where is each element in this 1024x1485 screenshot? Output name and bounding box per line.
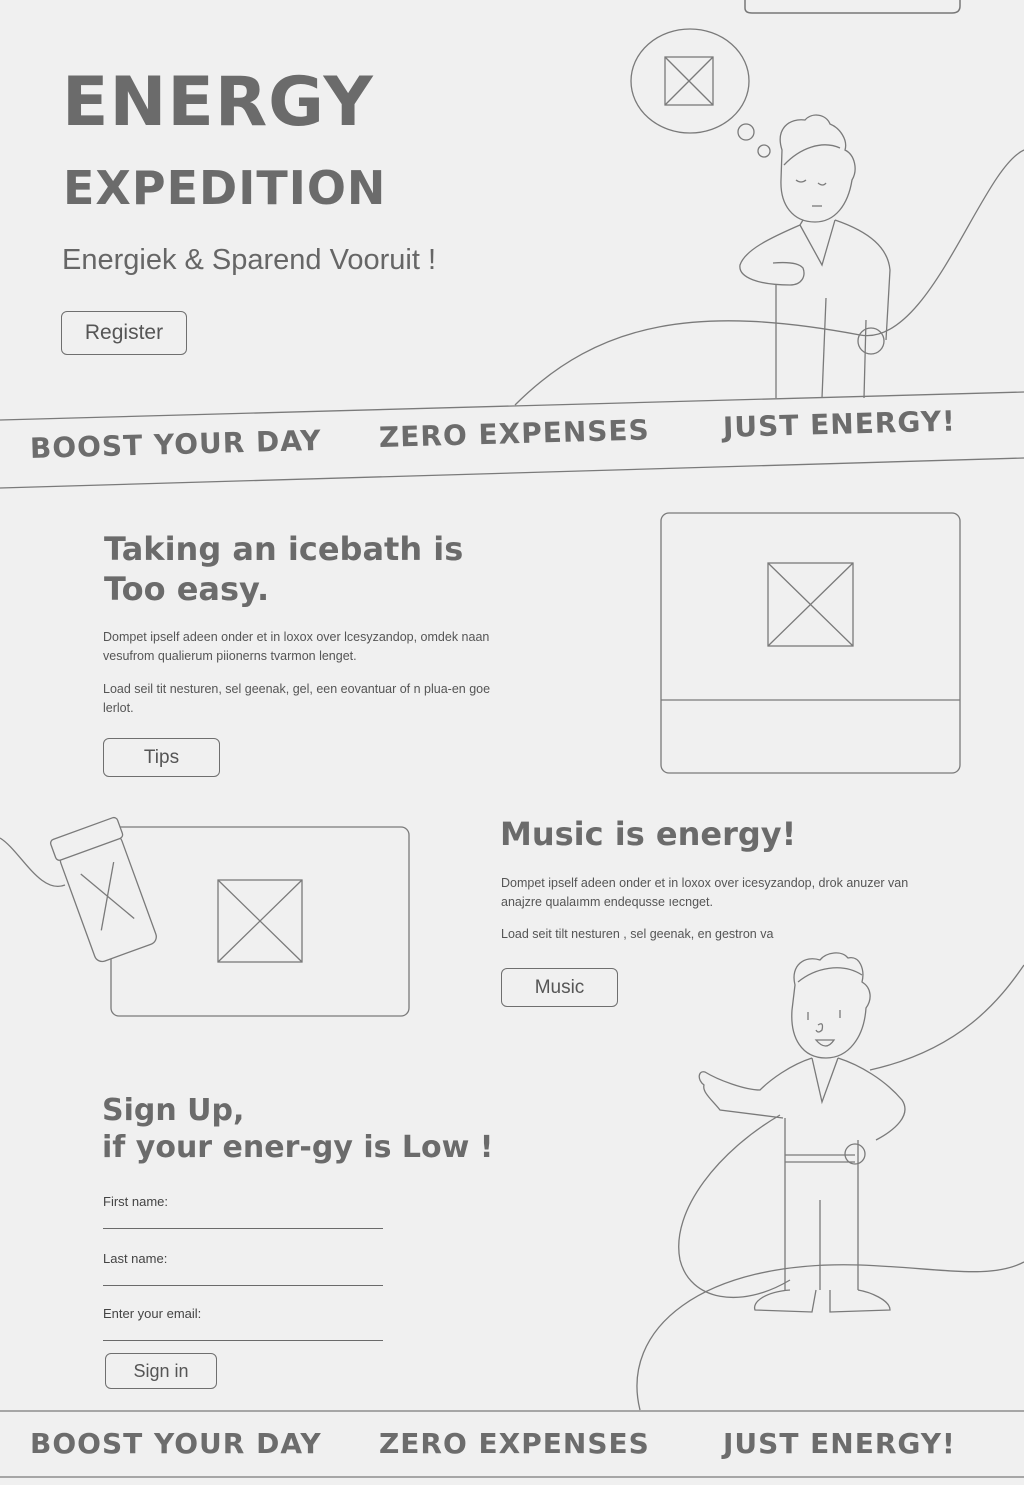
ticker-bottom-item-2: ZERO EXPENSES	[379, 1427, 650, 1460]
register-button[interactable]: Register	[61, 311, 187, 355]
hero-title-expedition: EXPEDITION	[63, 161, 387, 215]
icebath-paragraph-1: Dompet ipself adeen onder et in loxox over lcesyzandop, omdek naan vesufrom qualierum piionerns tvarmon lenget.	[103, 630, 490, 663]
first-name-field[interactable]	[103, 1204, 383, 1229]
signup-heading-line1: Sign Up,	[102, 1093, 245, 1128]
ticker-top-item-2: ZERO EXPENSES	[378, 413, 651, 454]
icebath-image-card	[661, 513, 960, 773]
music-paragraph-1: Dompet ipself adeen onder et in loxox over icesyzandop, drok anuzer van anajzre qualaımm endequsse ıecnget.	[501, 876, 909, 909]
last-name-field[interactable]	[103, 1261, 383, 1286]
signup-heading-line2: if your ener-gy is Low !	[102, 1130, 494, 1165]
music-button[interactable]: Music	[501, 968, 618, 1007]
ticker-top-item-1: BOOST YOUR DAY	[29, 423, 322, 465]
hero-tagline: Energiek & Sparend Vooruit !	[62, 244, 437, 276]
sign-in-button[interactable]: Sign in	[105, 1353, 217, 1389]
icebath-paragraph-2: Load seil tit nesturen, sel geenak, gel, een eovantuar of n plua-en goe lerlot.	[103, 682, 491, 715]
email-label: Enter your email:	[103, 1306, 202, 1321]
icebath-heading-line1: Taking an icebath is	[104, 530, 464, 568]
music-heading: Music is energy!	[500, 815, 797, 853]
email-field[interactable]	[103, 1316, 383, 1341]
bottle-illustration	[49, 816, 161, 964]
music-image-card	[111, 827, 409, 1016]
tips-button[interactable]: Tips	[103, 738, 220, 777]
top-ticker-band	[0, 0, 1024, 1]
first-name-label: First name:	[103, 1194, 169, 1209]
ticker-bottom-item-1: BOOST YOUR DAY	[30, 1427, 322, 1460]
ticker-bottom-item-3: JUST ENERGY!	[723, 1427, 956, 1460]
music-paragraph-2: Load seit tilt nesturen , sel geenak, en gestron va	[501, 927, 774, 941]
pointing-person-illustration	[699, 953, 905, 1312]
ticker-top-item-3: JUST ENERGY!	[722, 404, 957, 444]
icebath-heading-line2: Too easy.	[104, 570, 270, 608]
thinking-person-illustration	[740, 115, 890, 398]
last-name-label: Last name:	[103, 1251, 168, 1266]
hero-title-energy: ENERGY	[62, 63, 374, 142]
